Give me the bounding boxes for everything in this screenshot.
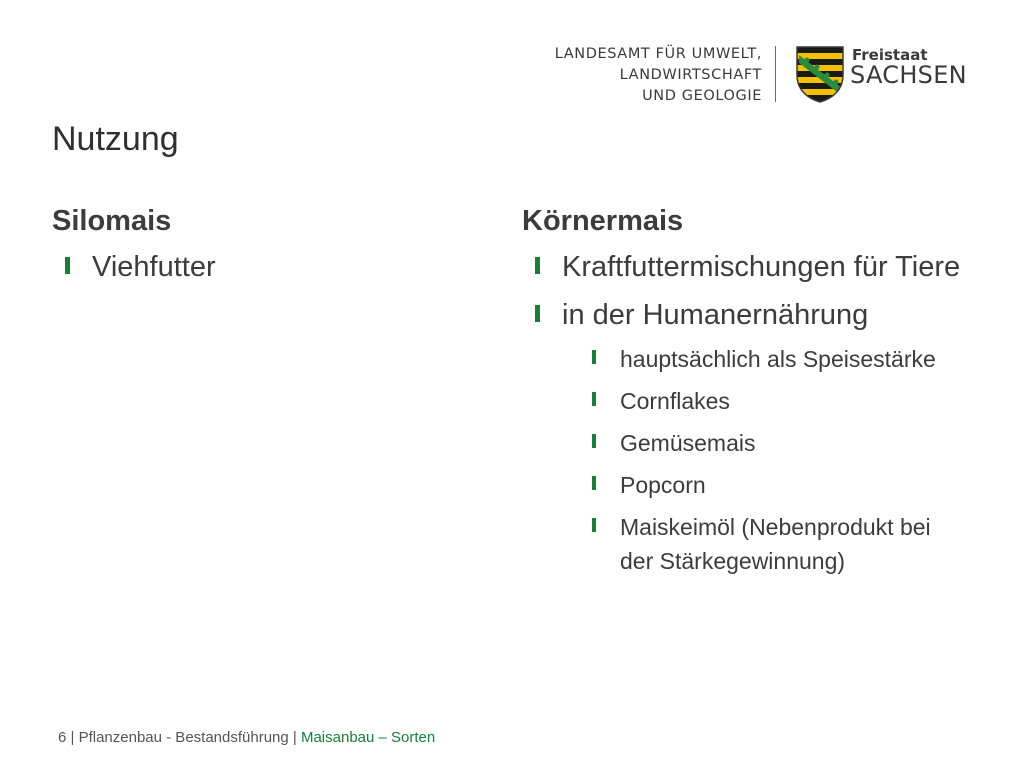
logo-divider [775, 46, 776, 102]
sub-list-item-label: Popcorn [620, 472, 706, 498]
sub-list-item [588, 426, 948, 460]
bullet-icon [592, 518, 596, 532]
sub-list-item-label: Gemüsemais [620, 430, 756, 456]
list-item [522, 248, 962, 286]
sub-list-item-label: Cornflakes [620, 388, 730, 414]
koernermais-heading: Körnermais [522, 205, 684, 237]
bullet-icon [592, 476, 596, 490]
bullet-icon [592, 350, 596, 364]
freistaat-label: Freistaat [852, 46, 928, 64]
page-number: 6 [58, 729, 67, 746]
list-item [52, 248, 472, 286]
institution-line-1: LANDESAMT FÜR UMWELT, [554, 46, 762, 62]
footer-topic: Maisanbau – Sorten [300, 729, 436, 746]
footer-separator: | [66, 729, 79, 746]
sub-list [588, 342, 948, 578]
list-item [522, 296, 962, 578]
footer-separator: | [288, 729, 301, 746]
bullet-icon [535, 257, 540, 274]
list-item-label: Kraftfuttermischungen für Tiere [562, 251, 961, 283]
silomais-heading: Silomais [52, 205, 172, 237]
footer-section: Pflanzenbau - Bestandsführung [78, 729, 289, 746]
bullet-icon [592, 434, 596, 448]
koernermais-list [522, 248, 962, 588]
institution-line-3: UND GEOLOGIE [642, 88, 762, 104]
sachsen-label: SACHSEN [850, 61, 967, 89]
list-item-label: Viehfutter [92, 251, 216, 283]
bullet-icon [65, 257, 70, 274]
page-title: Nutzung [52, 120, 179, 158]
sub-list-item [588, 468, 948, 502]
sub-list-item [588, 342, 948, 376]
institution-name [540, 44, 762, 107]
slide-footer [58, 729, 435, 746]
bullet-icon [592, 392, 596, 406]
sub-list-item [588, 510, 948, 578]
sub-list-item-label: hauptsächlich als Speisestärke [620, 346, 936, 372]
sub-list-item-label: Maiskeimöl (Nebenprodukt bei der Stärkegewinnung) [620, 514, 931, 574]
institution-line-2: LANDWIRTSCHAFT [619, 67, 762, 83]
saxony-coat-of-arms-icon [795, 45, 845, 103]
silomais-list [52, 248, 472, 296]
sub-list-item [588, 384, 948, 418]
list-item-label: in der Humanernährung [562, 299, 869, 331]
bullet-icon [535, 305, 540, 322]
